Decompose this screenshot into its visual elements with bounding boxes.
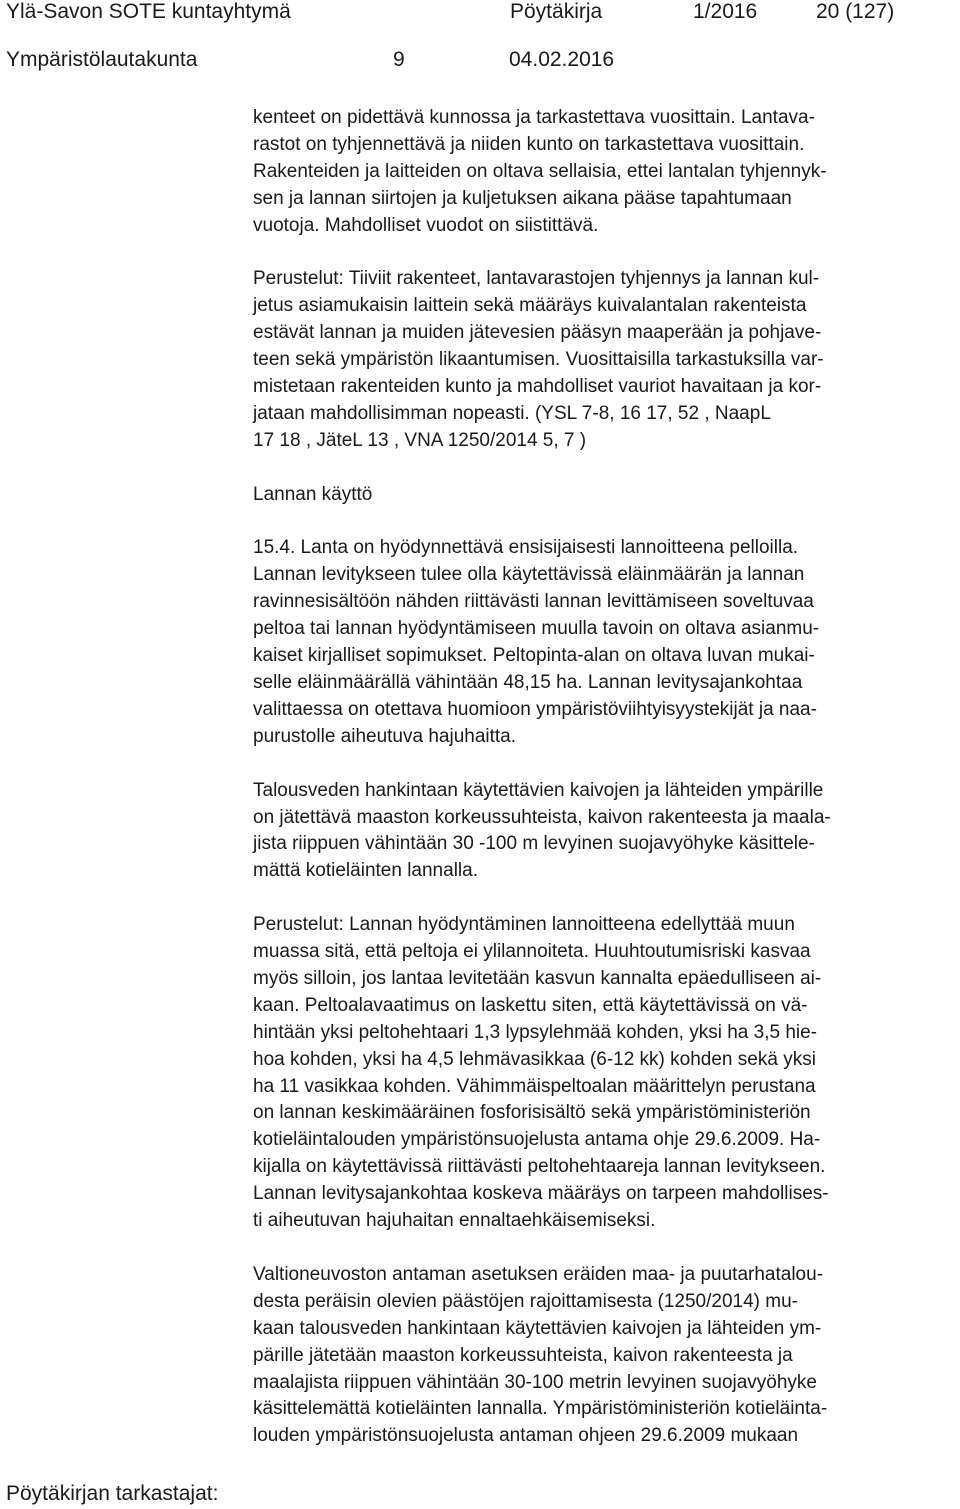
- text-line: rastot on tyhjennettävä ja niiden kunto on tarkastettava vuosittain.: [253, 133, 805, 155]
- organization-name: Ylä-Savon SOTE kuntayhtymä: [6, 0, 291, 23]
- text-line: kotieläintalouden ympäristönsuojelusta antama ohje 29.6.2009. Ha-: [253, 1129, 821, 1151]
- text-line: kenteet on pidettävä kunnossa ja tarkastettava vuosittain. Lantava-: [253, 107, 815, 128]
- paragraph-gap: [253, 240, 955, 267]
- text-line: desta peräisin olevien päästöjen rajoittamisesta (1250/2014) mu-: [253, 1290, 798, 1312]
- text-line: mistetaan rakenteiden kunto ja mahdolliset vauriot havaitaan ja kor-: [253, 376, 822, 398]
- text-line: selle eläinmäärällä vähintään 48,15 ha. Lannan levitysajankohtaa: [253, 671, 803, 693]
- section-heading: [253, 482, 955, 509]
- text-line: myös silloin, jos lantaa levitetään kasvun kannalta epäedulliseen ai-: [253, 967, 822, 989]
- heading-text: Lannan käyttö: [253, 483, 373, 505]
- text-line: muassa sitä, että peltoja ei ylilannoiteta. Huuhtoutumisriski kasvaa: [253, 941, 811, 963]
- text-line: ti aiheutuvan hajuhaitan ennaltaehkäisemiseksi.: [253, 1210, 656, 1232]
- text-line: peltoa tai lannan hyödyntämiseen muulla tavoin on oltava asianmu-: [253, 618, 820, 640]
- document-number: 1/2016: [693, 0, 758, 23]
- text-line: on lannan keskimääräinen fosforisisältö sekä ympäristöministeriön: [253, 1102, 811, 1124]
- paragraph-gap: [253, 751, 955, 778]
- paragraph-wells: [253, 778, 955, 886]
- text-line: Perustelut: Tiiviit rakenteet, lantavarastojen tyhjennys ja lannan kul-: [253, 268, 820, 290]
- paragraph-decree: [253, 1262, 955, 1450]
- text-line: teen sekä ympäristön likaantumisen. Vuosittaisilla tarkastuksilla var-: [253, 349, 824, 371]
- text-line: hoa kohden, yksi ha 4,5 lehmävasikkaa (6-12 kk) kohden sekä yksi: [253, 1048, 816, 1070]
- text-line: maalajista riippuen vähintään 30-100 metrin levyinen suojavyöhyke: [253, 1371, 817, 1393]
- text-line: sen ja lannan siirtojen ja kuljetuksen aikana pääse tapahtumaan: [253, 187, 792, 209]
- text-line: Lannan levitykseen tulee olla käytettävissä eläinmäärän ja lannan: [253, 564, 805, 586]
- text-line: on jätettävä maaston korkeussuhteista, kaivon rakenteesta ja maala-: [253, 806, 831, 828]
- section-number: 9: [393, 48, 405, 71]
- paragraph-gap: [253, 885, 955, 912]
- text-line: 17 18 , JäteL 13 , VNA 1250/2014 5, 7 ): [253, 429, 587, 451]
- text-line: Rakenteiden ja laitteiden on oltava sellaisia, ettei lantalan tyhjennyk-: [253, 160, 827, 182]
- paragraph-manure-use: [253, 535, 955, 750]
- text-line: jista riippuen vähintään 30 -100 m levyinen suojavyöhyke käsittele-: [253, 833, 815, 855]
- text-line: Talousveden hankintaan käytettävien kaivojen ja lähteiden ympärille: [253, 779, 824, 801]
- reviewers-label: Pöytäkirjan tarkastajat:: [6, 1482, 219, 1505]
- text-line: 15.4. Lanta on hyödynnettävä ensisijaisesti lannoitteena pelloilla.: [253, 537, 799, 559]
- meeting-date: 04.02.2016: [509, 48, 615, 71]
- paragraph-gap: [253, 455, 955, 482]
- text-line: mättä kotieläinten lannalla.: [253, 860, 478, 882]
- text-line: valittaessa on otettava huomioon ympäristöviihtyisyystekijät ja naa-: [253, 698, 817, 720]
- text-line: estävät lannan ja muiden jätevesien pääsyn maaperään ja pohjave-: [253, 322, 822, 344]
- text-line: jetus asiamukaisin laittein sekä määräys kuivalantalan rakenteista: [253, 295, 807, 317]
- document-type: Pöytäkirja: [510, 0, 603, 23]
- text-line: käsittelemättä kotieläinten lannalla. Ympäristöministeriön kotieläinta-: [253, 1398, 828, 1420]
- text-line: jataan mahdollisimman nopeasti. (YSL 7-8, 16 17, 52 , NaapL: [253, 402, 771, 424]
- text-line: vuotoja. Mahdolliset vuodot on siistittävä.: [253, 214, 599, 236]
- paragraph-justification-use: [253, 912, 955, 1235]
- text-line: hintään yksi peltohehtaari 1,3 lypsylehmää kohden, yksi ha 3,5 hie-: [253, 1021, 818, 1043]
- text-line: kaan. Peltoalavaatimus on laskettu siten, että käytettävissä on vä-: [253, 994, 808, 1016]
- paragraph-structures: [253, 105, 955, 240]
- text-line: ha 11 vasikkaa kohden. Vähimmäispeltoalan määrittelyn perustana: [253, 1075, 816, 1097]
- paragraph-justification-storage: [253, 266, 955, 454]
- text-line: kijalla on käytettävissä riittävästi peltohehtaareja lannan levitykseen.: [253, 1156, 826, 1178]
- text-line: louden ympäristönsuojelusta antaman ohjeen 29.6.2009 mukaan: [253, 1425, 799, 1447]
- text-line: ravinnesisältöön nähden riittävästi lannan levittämiseen soveltuvaa: [253, 591, 814, 613]
- board-name: Ympäristölautakunta: [6, 48, 198, 71]
- paragraph-gap: [253, 1235, 955, 1262]
- text-line: purustolle aiheutuva hajuhaitta.: [253, 725, 517, 747]
- text-line: kaan talousveden hankintaan käytettävien kaivojen ja lähteiden ym-: [253, 1317, 822, 1339]
- text-line: Valtioneuvoston antaman asetuksen eräiden maa- ja puutarhatalou-: [253, 1263, 824, 1285]
- text-line: pärille jätetään maaston korkeussuhteista, kaivon rakenteesta ja: [253, 1344, 793, 1366]
- text-line: Lannan levitysajankohtaa koskeva määräys on tarpeen mahdollises-: [253, 1183, 829, 1205]
- paragraph-gap: [253, 509, 955, 536]
- document-body: [253, 105, 955, 1450]
- text-line: Perustelut: Lannan hyödyntäminen lannoitteena edellyttää muun: [253, 914, 795, 936]
- page-number: 20 (127): [816, 0, 895, 23]
- text-line: kaiset kirjalliset sopimukset. Peltopinta-alan on oltava luvan mukai-: [253, 645, 815, 667]
